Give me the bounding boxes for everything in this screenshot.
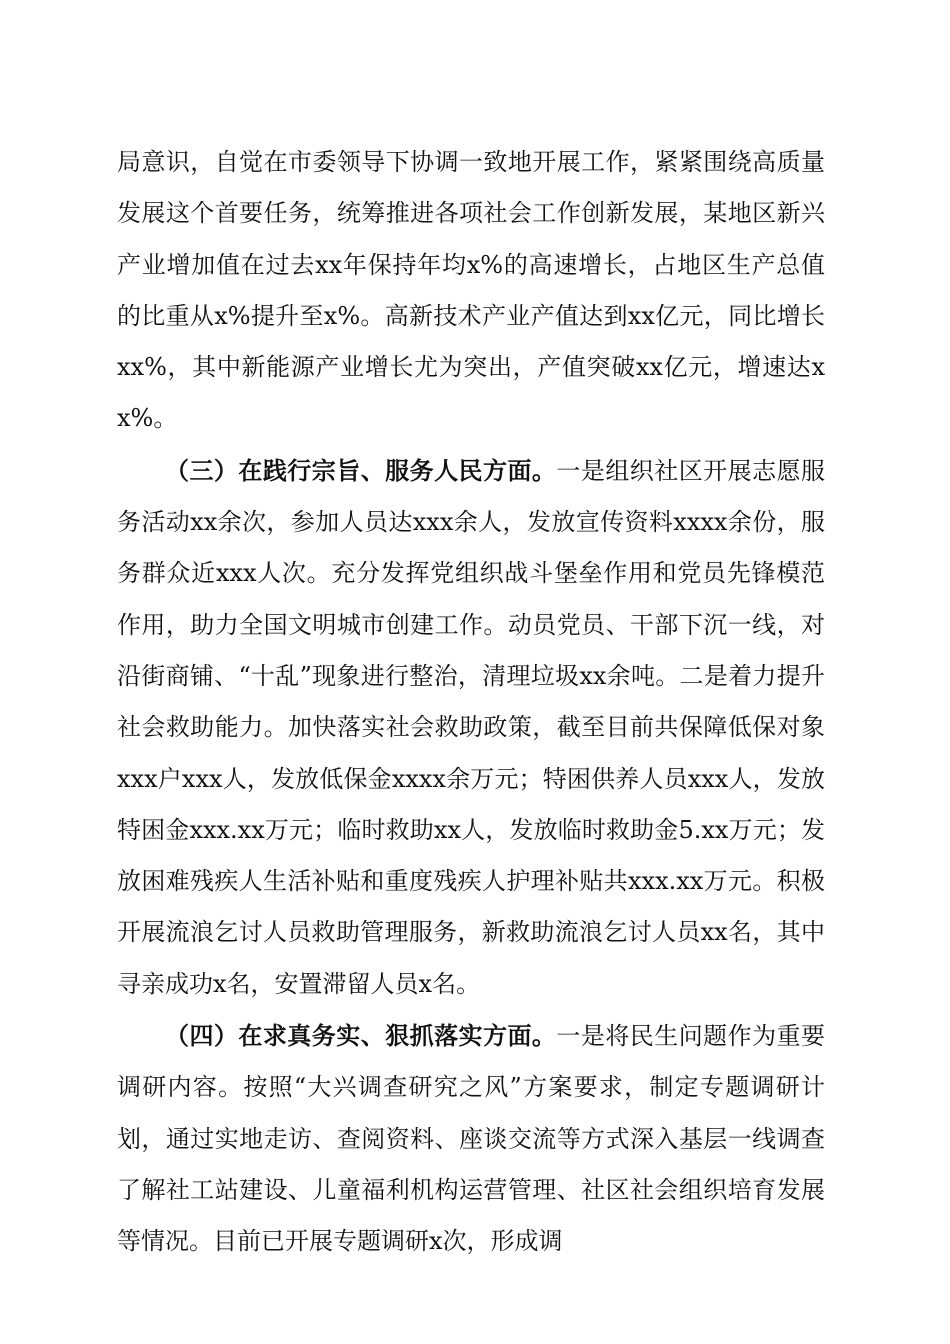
paragraph-continuation [117,136,825,445]
document-page [117,136,825,1268]
paragraph-body: 一是组织社区开展志愿服务活动xx余次，参加人员达xxx余人，发放宣传资料xxxx余份，服务群众近xxx人次。充分发挥党组织战斗堡垒作用和党员先锋模范作用，助力全国文明城市创建工作。动员党员、干部下沉一线，对沿街商铺、“十乱”现象进行整治，清理垃圾xx余吨。二是着力提升社会救助能力。加快落实社会救助政策，截至目前共保障低保对象xxx户xxx人，发放低保金xxxx余万元；特困供养人员xxx人，发放特困金xxx.xx万元；临时救助xx人，发放临时救助金5.xx万元；发放困难残疾人生活补贴和重度残疾人护理补贴共xxx.xx万元。积极开展流浪乞讨人员救助管理服务，新救助流浪乞讨人员xx名，其中寻亲成功x名，安置滞留人员x名。 [117,456,826,998]
paragraph-section-3 [117,445,825,1010]
paragraph-heading: （三）在践行宗旨、服务人民方面。 [165,455,557,485]
paragraph-section-4 [117,1010,825,1267]
paragraph-heading: （四）在求真务实、狠抓落实方面。 [165,1021,557,1051]
paragraph-body: 一是将民生问题作为重要调研内容。按照“大兴调查研究之风”方案要求，制定专题调研计划，通过实地走访、查阅资料、座谈交流等方式深入基层一线调查了解社工站建设、儿童福利机构运营管理、社区社会组织培育发展等情况。目前已开展专题调研x次，形成调 [117,1022,826,1256]
paragraph-body: 局意识，自觉在市委领导下协调一致地开展工作，紧紧围绕高质量发展这个首要任务，统筹推进各项社会工作创新发展，某地区新兴产业增加值在过去xx年保持年均x%的高速增长，占地区生产总值的比重从x%提升至x%。高新技术产业产值达到xx亿元，同比增长xx%，其中新能源产业增长尤为突出，产值突破xx亿元，增速达xx%。 [117,148,825,433]
